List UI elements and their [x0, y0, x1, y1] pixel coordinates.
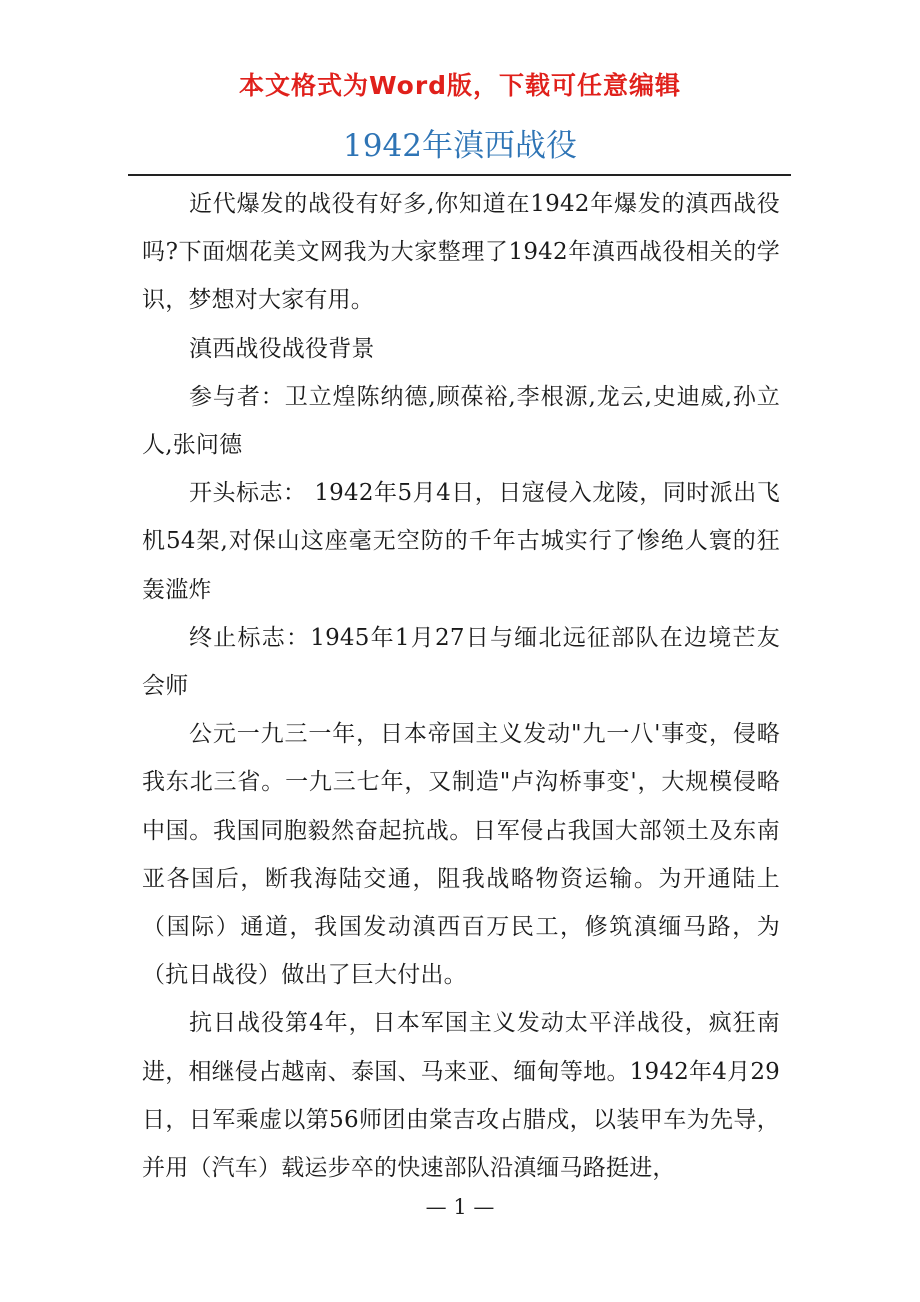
- paragraph-section-heading: 滇西战役战役背景: [189, 335, 375, 362]
- paragraph-background-history: 公元一九三一年，日本帝国主义发动"九一八'事变，侵略我东北三省。一九三七年，又制造"卢沟桥事变'，大规模侵略中国。我国同胞毅然奋起抗战。日军侵占我国大部领土及东南亚各国后，断我海陆交通，阻我战略物资运输。为开通陆上（国际）通道，我国发动滇西百万民工，修筑滇缅马路，为（抗日战役）做出了巨大付出。: [142, 721, 780, 989]
- page-number: — 1 —: [425, 1195, 495, 1219]
- document-body: [142, 180, 780, 1192]
- title-divider: [128, 174, 791, 176]
- paragraph-end-marker: 终止标志：1945年1月27日与缅北远征部队在边境芒友会师: [142, 624, 780, 700]
- document-title: 1942年滇西战役: [343, 128, 577, 164]
- paragraph-start-marker: 开头标志： 1942年5月4日，日寇侵入龙陵，同时派出飞机54架,对保山这座毫无空防的千年古城实行了惨绝人寰的狂轰滥炸: [142, 480, 780, 603]
- paragraph-intro: 近代爆发的战役有好多,你知道在1942年爆发的滇西战役吗?下面烟花美文网我为大家整理了1942年滇西战役相关的学识，梦想对大家有用。: [142, 191, 780, 314]
- paragraph-participants: 参与者：卫立煌陈纳德,顾葆裕,李根源,龙云,史迪威,孙立人,张问德: [142, 383, 780, 459]
- word-format-banner: 本文格式为Word版，下载可任意编辑: [238, 71, 682, 100]
- paragraph-pacific-war: 抗日战役第4年，日本军国主义发动太平洋战役，疯狂南进，相继侵占越南、泰国、马来亚、缅甸等地。1942年4月29日，日军乘虚以第56师团由棠吉攻占腊戍，以装甲车为先导，并用（汽车）载运步卒的快速部队沿滇缅马路挺进，: [142, 1010, 780, 1182]
